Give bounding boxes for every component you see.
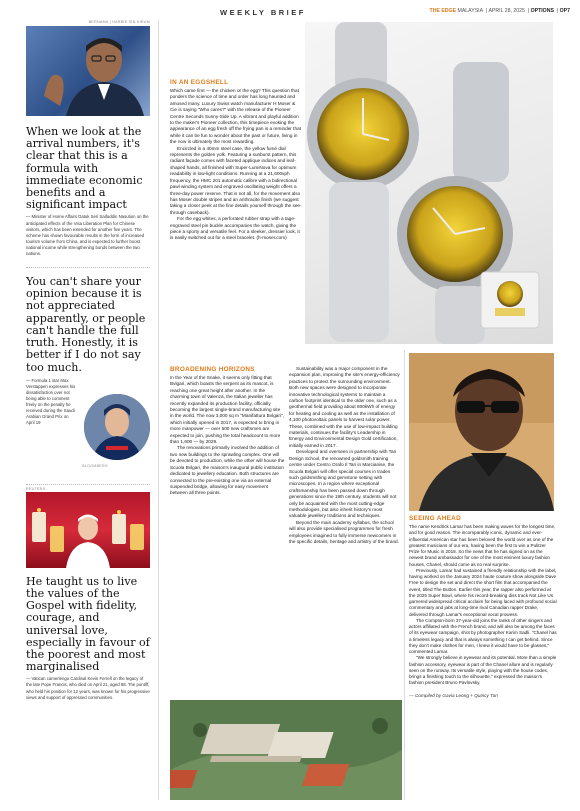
quote-3-attribution: — Vatican camerlengo Cardinal Kevin Ferrell on the legacy of the late Pope Francis, who died on April 21, aged 88. The pontiff, who held his position for 12 years, was known for his progressive views and support of oppressed communities. — [26, 676, 150, 700]
horizons-col1 — [170, 375, 285, 497]
quote-1-attribution: — Minister of Home Affairs Datuk Seri Saifuddin Nasution on the anticipated effects of the Visa Liberation Plan for Chinese visitors, which has been extended for another five years. The scheme has shown favourable results in the form of increased tourism volume from China, and is expected to further boost national income while strengthening bonds between the two nations. — [26, 214, 149, 256]
moser-watch-icon — [305, 22, 553, 344]
seeing-kicker: SEEING AHEAD — [409, 515, 462, 522]
lamar-portrait-icon — [409, 353, 554, 511]
masthead — [0, 0, 580, 20]
horizons-paragraph: In the Year of the Snake, it seems only fitting that Bvlgari, which boasts the serpent as its mascot, is reaching one great height after another. In the charming town of Valenza, the Italian jeweller has recently expanded its production facility, officially becoming the largest single-brand manufacturing site in the world. The now 3,000 sq m "Manifattura Bvlgari", which initially opened in 2017, is expected to bring in more manpower — over 500 new craftsmen are expected to join, pushing the total headcount to more than 1,600 — by 2029. — [170, 375, 284, 445]
pull-quote-1: When we look at the arrival numbers, it's clear that this is a formula with immediate economic benefits and a significant impact — [26, 125, 143, 212]
page-number: OP7 — [559, 8, 570, 14]
divider — [26, 484, 150, 485]
pope-candles-icon — [26, 492, 150, 568]
seeing-paragraph: "We strongly believe in eyewear and its potential. More than a simple fashion accessory, eyewear is part of the Chanel allure and is regularly seen on the runway. Its versatile style, playing with the house codes, brings a finishing touch to the silhouette," expressed the maison's fashion president Bruno Pavlovsky. — [409, 655, 557, 686]
photo-credit-2: BLOOMBERG — [82, 463, 108, 468]
eggshell-paragraph: Which came first — the chicken or the egg? This question that ponders the science of time and order has long haunted and amused many. Luxury Swiss watch manufacturer H Moser & Cie is saying "Who cares?" with the release of the Pioneer Centre Seconds Sunny-Side Up. A vibrant and playful addition to the maker's Pioneer collection, this timepiece evoking the appearance of an egg fresh off the frying pan is a reminder that while it can be fun to wonder about the past or future, living in the now is ultimately the most rewarding. — [170, 88, 301, 145]
eggshell-paragraph: Encircled in a 40mm steel case, the yellow fumé dial represents the golden yolk. Featuring a sunburst pattern, this radiant façade comes with faceted applique indices and leaf-shaped hands, all finished with Super-LumiNova for optimum readability in low-light conditions. Running at a 21,600vph frequency, the HMC 201 automatic calibre with a bidirectional pawl winding system and engraved oscillating weight offers a three-day power reserve. That is not all, for the movement also has Moser double stripes and an anthracite finish (we suggest taking a closer peek at the fine details yourself through the see-through caseback). — [170, 145, 302, 215]
quote-2-attribution: — Formula 1 star Max Verstappen expresses his dissatisfaction over not being able to comment freely on the penalty he received during the Saudi Arabian Grand Prix on April 19 — [26, 377, 76, 426]
section-title: WEEKLY BRIEF — [220, 8, 306, 17]
horizons-paragraph: Developed and overseen in partnership with Tari Design School, the renowned goldsmith training centre under Centro Orafo Il Tari in Marcianise, the Scuola Bvlgari will offer special courses in trades such goldsmithing and gemstone setting with microscopes. In a region where exceptional craftsmanship has been passed down through generations since the 19th century, students will not only be acquainted with the most cutting-edge methodologies, but also inherit history's most valuable jewellery traditions and techniques. — [289, 449, 397, 519]
horizons-article — [170, 366, 285, 497]
minister-portrait-icon — [26, 26, 150, 116]
photo-credit-3: REUTERS — [26, 486, 46, 491]
verstappen-photo — [84, 394, 150, 460]
pull-quote-2: You can't share your opinion because it is not appreciated apparently, or people can't handle the full truth. Honestly, it is better if I do not say too much. — [26, 275, 146, 374]
driver-portrait-icon — [84, 394, 150, 460]
horizons-paragraph: Sustainability was a major component in the expansion plan, improving the site's energy-efficiency practices to protect the surrounding environment. Both new spaces were designed to incorporate innovative technological systems to maintain a carbon footprint identical to the older one, such as a geothermal field providing about 800kWh of energy for heating and cooling as well as the installation of 4,100 photovoltaic panels to harvest solar power. These, combined with the use of low-impact building materials, continues the facility's Leadership in Energy and Environmental Design Gold certification, initially earned in 2017. — [289, 366, 400, 448]
eggshell-paragraph: For the egg whites, a perforated rubber strap with a tage-engraved steel pin buckle accompanies the watch, giving the piece a sporty and versatile feel. For a sleeker, dressier look, it is easily switched out for a steel bracelet. (h-moser.com) — [170, 216, 300, 241]
manifattura-aerial-icon — [170, 700, 402, 800]
minister-photo — [26, 26, 150, 116]
eggshell-kicker: IN AN EGGSHELL — [170, 79, 229, 86]
quote-2-block — [26, 378, 150, 482]
byline: — Compiled by Gavia Leong + Quincy Tan — [409, 692, 498, 698]
issue-date: APRIL 28, 2025 — [488, 8, 525, 14]
seeing-paragraph: Previously, Lamar had sustained a friendly relationship with the label, having worked on the January 2024 haute couture show alongside Dave Free to design the set and direct the short film that accompanied the event, titled The Button. Earlier this year, the rapper also performed at the 2025 Super Bowl, where his record-breaking diss track Not Like Us garnered widespread critical acclaim for being laced with profound social commentary and jabs at long-time rival Canadian rapper Drake, delivered through Lamar's exceptional vocal prowess. — [409, 567, 557, 617]
seeing-article — [409, 515, 557, 698]
horizons-paragraph: The renovations primarily involved the addition of two new buildings to the sprawling complex. One will be devoted to production, while the other will house the Scuola Bvlgari, the maison's inaugural public institution dedicated to jewellery education. Both structures are connected to the pre-existing one via an external suspended bridge, allowing for easy movement between all three points. — [170, 445, 285, 496]
lamar-photo — [409, 353, 554, 511]
pope-photo — [26, 492, 150, 568]
edition-name: MALAYSIA — [457, 8, 483, 14]
watch-photo — [305, 22, 553, 344]
brand-name: THE EDGE — [429, 8, 457, 14]
column-divider — [158, 20, 159, 800]
divider — [26, 267, 150, 268]
horizons-paragraph: Beyond the main academy syllabus, the school will also provide specialised programmes for fresh employees imagined to fully immerse newcomers in the specific details, heritage and artistry of the brand. — [289, 519, 399, 544]
pullout-name: OPTIONS — [530, 8, 554, 14]
eggshell-body — [170, 88, 303, 242]
quotes-column — [26, 20, 150, 701]
column-divider — [404, 350, 405, 800]
pull-quote-3: He taught us to live the values of the Gospel with fidelity, courage, and universal love, especially in favour of the poorest and most marginalised — [26, 574, 150, 674]
seeing-paragraph: The name Kendrick Lamar has been making waves for the longest time, and for good reason. The incomparably iconic, dynamic and ever-influential American star has been beloved the world over as one of the greatest musicians of our era, having been the first to win a Pulitzer Prize for Music in 2018. So the news that he has signed on as the newest brand ambassador for one of the most eminent luxury fashion houses, Chanel, should come as no real surprise. — [409, 524, 556, 567]
eggshell-article — [170, 79, 303, 242]
horizons-kicker: BROADENING HORIZONS — [170, 366, 255, 373]
bvlgari-photo — [170, 700, 402, 800]
horizons-col2 — [289, 366, 401, 545]
seeing-paragraph: The Compton-born 37-year-old joins the ranks of other singers and actors affiliated with the French brand, and will also be among the faces of its eyewear campaign, shot by photographer Karim Sadli. "Chanel has a timeless legacy and that is always something I can get behind. Since they don't make clothes for men, I knew it would have to be glasses," commented Lamar. — [409, 617, 557, 654]
photo-credit: BERNAMA | HARBIE SIN KIRUM — [88, 20, 150, 24]
seeing-body — [409, 524, 557, 687]
folio: THE EDGE MALAYSIA | APRIL 28, 2025 | OPTIONS | OP7 — [429, 8, 570, 14]
